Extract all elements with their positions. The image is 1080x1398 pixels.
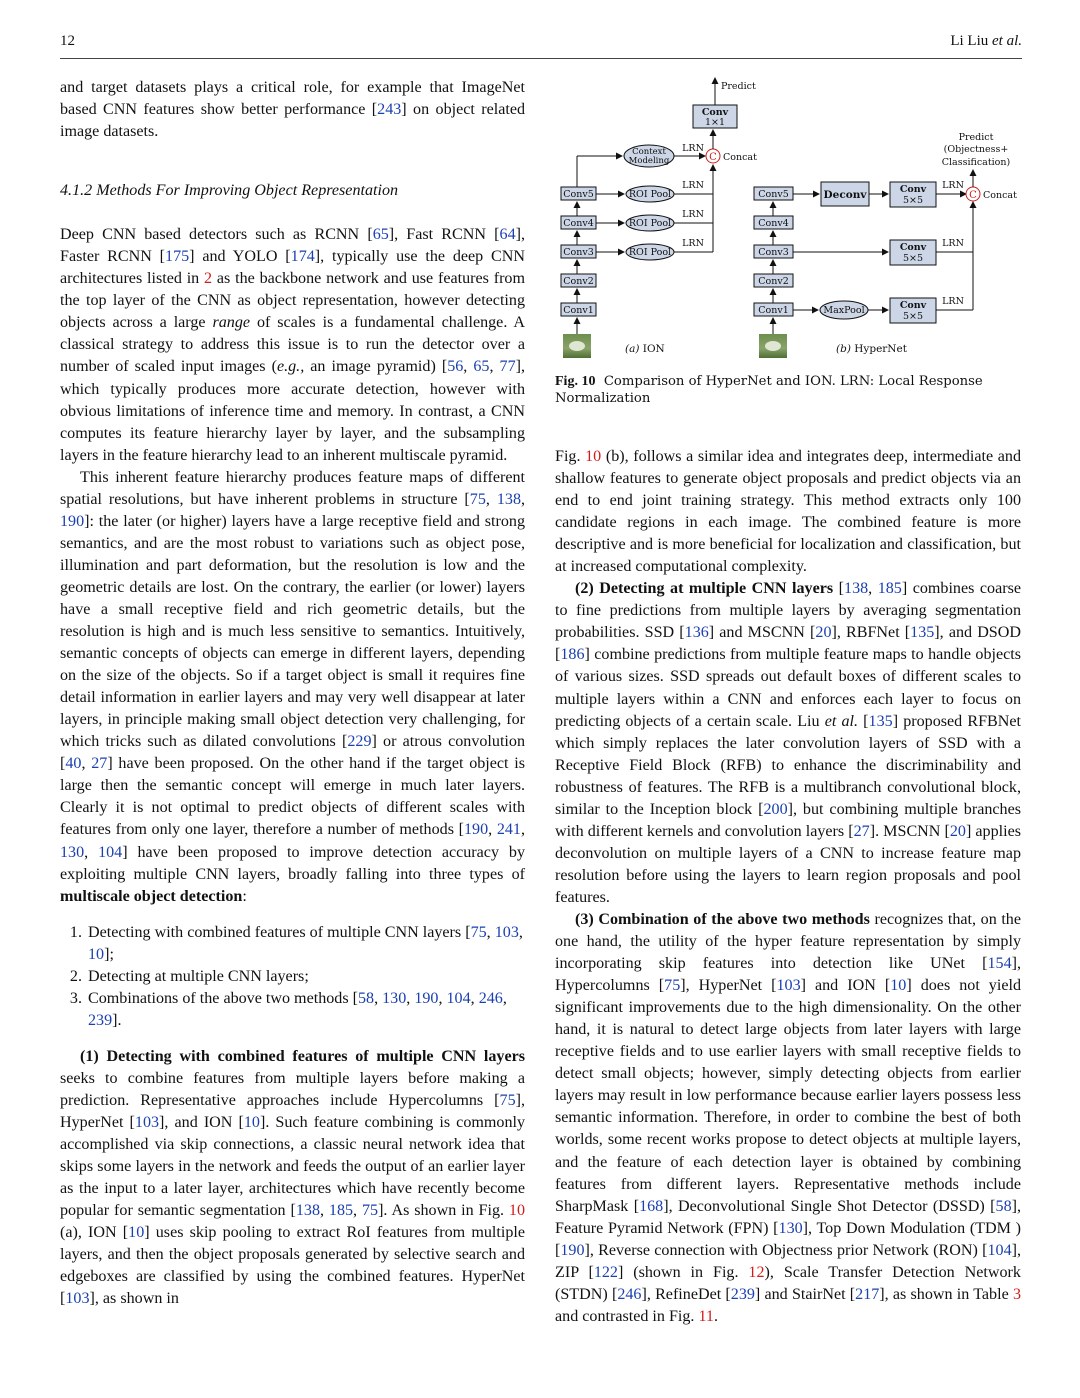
hypernet-network xyxy=(754,132,1017,358)
hypernet-kernel-b: 5×5 xyxy=(902,253,924,264)
left-column xyxy=(60,77,525,1310)
hypernet-conv5: Conv5 xyxy=(758,189,789,200)
list-item: 1. Detecting with combined features of multiple CNN layers [75, 103, 10]; xyxy=(86,922,525,966)
svg-text:C: C xyxy=(709,152,717,163)
list-item: 2. Detecting at multiple CNN layers; xyxy=(86,966,525,988)
ion-concat-label: Concat xyxy=(723,152,757,163)
hypernet-kernel-a: 5×5 xyxy=(902,195,924,206)
ion-lrn-3: LRN xyxy=(682,238,704,249)
roi-pool-5: ROI Pool xyxy=(628,189,672,200)
paragraph-6: (3) Combination of the above two methods recognizes that, on the one hand, the utility of the hyper feature representation by simply incorporating skip features into detection like UNet [154], Hypercolumns [75], HyperNet [103] and ION [10] does not yield significant improvements due to the high dimensionality. On the other hand, it is natural to detect large objects from later layers with large receptive fields and to use earlier layers with small receptive fields to detect small objects; however, simply detecting objects from earlier layers may result in low performance because earlier layers possess less semantic information. Therefore, in order to combine the best of both worlds, some recent works propose to detect objects at multiple layers, and the feature of each detection layer is obtained by combining features from different layers. Representative methods include SharpMask [168], Deconvolutional Single Shot Detector (DSSD) [58], Feature Pyramid Network (FPN) [130], Top Down Modulation (TDM )[190], Reverse connection with Objectness prior Network (RON) [104], ZIP [122] (shown in Fig. 12), Scale Transfer Detection Network (STDN) [246], RefineDet [239] and StairNet [217], as shown in Table 3 and contrasted in Fig. 11. xyxy=(555,910,1021,1325)
figure-caption-text: Comparison of HyperNet and ION. LRN: Local Response Normalization xyxy=(555,374,983,406)
hypernet-lrn-a: LRN xyxy=(942,180,964,191)
svg-text:C: C xyxy=(969,190,977,201)
figure-caption-label: Fig. 10 xyxy=(555,374,596,389)
hypernet-conv2: Conv2 xyxy=(758,276,789,287)
ion-conv2: Conv2 xyxy=(563,276,594,287)
ion-caption: (a) ION xyxy=(625,343,665,355)
hypernet-lrn-c: LRN xyxy=(942,296,964,307)
method-list xyxy=(60,922,525,1032)
section-title: 4.1.2 Methods For Improving Object Representation xyxy=(60,182,399,200)
page-number: 12 xyxy=(60,33,75,49)
hypernet-conv-c: Conv xyxy=(899,300,927,311)
deconv-label: Deconv xyxy=(823,189,867,201)
ion-conv3: Conv3 xyxy=(563,247,594,258)
ion-conv-top: Conv xyxy=(701,107,729,118)
hypernet-conv-a: Conv xyxy=(899,184,927,195)
author-name: Li Liu xyxy=(950,33,989,49)
hypernet-predict-label-3: Classification) xyxy=(941,157,1011,168)
header-rule xyxy=(60,58,1022,59)
hypernet-conv3: Conv3 xyxy=(758,247,789,258)
intro-paragraph: and target datasets plays a critical role, for example that ImageNet based CNN features show better performance [243] on object related image datasets. xyxy=(60,79,526,141)
ion-network xyxy=(561,78,757,358)
ion-lrn-5: LRN xyxy=(682,180,704,191)
hypernet-lrn-b: LRN xyxy=(942,238,964,249)
right-column xyxy=(555,446,1021,1328)
hypernet-kernel-c: 5×5 xyxy=(902,311,924,322)
hypernet-conv1: Conv1 xyxy=(758,305,789,316)
hypernet-concat-label: Concat xyxy=(983,190,1017,201)
ion-conv4: Conv4 xyxy=(563,218,594,229)
hypernet-conv-b: Conv xyxy=(899,242,927,253)
paragraph-3: (1) Detecting with combined features of multiple CNN layers seeks to combine features from multiple layers before making a prediction. Representative approaches include Hypercolumns [75], HyperNet [103], and ION [10]. Such feature combining is commonly accomplished via skip connections, a classic neural network idea that skips some layers in the network and feeds the output of an earlier layer as the input to a later layer, architectures which have recently become popular for semantic segmentation [138, 185, 75]. As shown in Fig. 10 (a), ION [10] uses skip pooling to extract RoI features from multiple layers, and then the object proposals generated by selective search and edgeboxes are classified by using the combined features. HyperNet [103], as shown in xyxy=(60,1047,526,1308)
paragraph-1: Deep CNN based detectors such as RCNN [65], Fast RCNN [64], Faster RCNN [175] and YOLO [174], typically use the deep CNN architectures listed in 2 as the backbone network and use features from the top layer of the CNN as object representation, however detecting objects across a large range of scales is a fundamental challenge. A classical strategy to address this issue is to run the detector over a number of scaled input images (e.g., an image pyramid) [56, 65, 77], which typically produces more accurate detection, however with obvious limitations of inference time and memory. In contrast, a CNN computes its feature hierarchy layer by layer, and the subsampling layers in the feature hierarchy lead to an inherent multiscale pyramid. xyxy=(60,226,525,464)
ion-conv1: Conv1 xyxy=(563,305,594,316)
roi-pool-4: ROI Pool xyxy=(628,218,672,229)
ion-conv-top-kernel: 1×1 xyxy=(704,117,726,128)
ion-lrn-context: LRN xyxy=(682,143,704,154)
ion-lrn-4: LRN xyxy=(682,209,704,220)
context-modeling-label-2: Modeling xyxy=(628,156,670,166)
paragraph-5: (2) Detecting at multiple CNN layers [138, 185] combines coarse to fine predictions from multiple layers by averaging segmentation probabilities. SSD [136] and MSCNN [20], RBFNet [135], and DSOD [186] combine predictions from multiple feature maps to handle objects of various sizes. SSD spreads out default boxes of different scales to multiple layers within a CNN and enforces each layer to focus on predicting objects of a certain scale. Liu et al. [135] proposed RFBNet which simply replaces the later convolution layers of SSD with a Receptive Field Block (RFB) to enhance the discriminability and robustness of features. The RFB is a multibranch convolutional block, similar to the Inception block [200], but combining multiple branches with different kernels and convolution layers [27]. MSCNN [20] applies deconvolution on multiple layers of a CNN to increase feature map resolution before using the layers to learn region proposals and pool features. xyxy=(555,580,1022,906)
roi-pool-3: ROI Pool xyxy=(628,247,672,258)
author-suffix: et al. xyxy=(992,33,1022,49)
hypernet-caption: (b) HyperNet xyxy=(836,343,907,355)
paragraph-2: This inherent feature hierarchy produces feature maps of different spatial resolutions, but have inherent problems in structure [75, 138, 190]: the later (or higher) layers have a large receptive field and strong semantics, and are the most robust to variations such as object pose, illumination and part deformation, but the resolution is low and the geometric details are lost. On the contrary, the earlier (or lower) layers have a small receptive field and rich geometric details, but the resolution is high and is much less sensitive to semantics. Intuitively, semantic concepts of objects can emerge in different layers, depending on the size of the objects. So if a target object is small it requires fine detail information in earlier layers and may very well disappear at later layers, in principle making small object detection very challenging, for which tricks such as dilated convolutions [229] or atrous convolution [40, 27] have been proposed. On the other hand if the target object is large then the semantic concept will emerge in much later layers. Clearly it is not optimal to predict objects of different scales with features from only one layer, therefore a number of methods [190, 241, 130, 104] have been proposed to improve detection accuracy by exploiting multiple CNN layers, broadly falling into three types of multiscale object detection: xyxy=(60,468,526,905)
context-modeling-label: Context xyxy=(632,147,666,157)
hypernet-conv4: Conv4 xyxy=(758,218,789,229)
paragraph-4: Fig. 10 (b), follows a similar idea and integrates deep, intermediate and shallow features to generate object proposals and predict objects via an end to end joint training strategy. This method extracts only 100 candidate regions in each image. The combined feature is more descriptive and is more beneficial for localization and classification, but at increased computational complexity. xyxy=(555,448,1021,576)
ion-predict-label: Predict xyxy=(721,81,756,92)
hypernet-predict-label: Predict xyxy=(958,132,994,143)
running-header-author xyxy=(950,33,1022,50)
figure-10-diagram xyxy=(555,74,1021,374)
ion-conv5: Conv5 xyxy=(563,189,594,200)
maxpool-label: MaxPool xyxy=(823,305,865,316)
list-item: 3. Combinations of the above two methods [58, 130, 190, 104, 246, 239]. xyxy=(86,988,525,1032)
hypernet-predict-label-2: (Objectness+ xyxy=(943,144,1009,155)
figure-caption xyxy=(555,373,1021,407)
